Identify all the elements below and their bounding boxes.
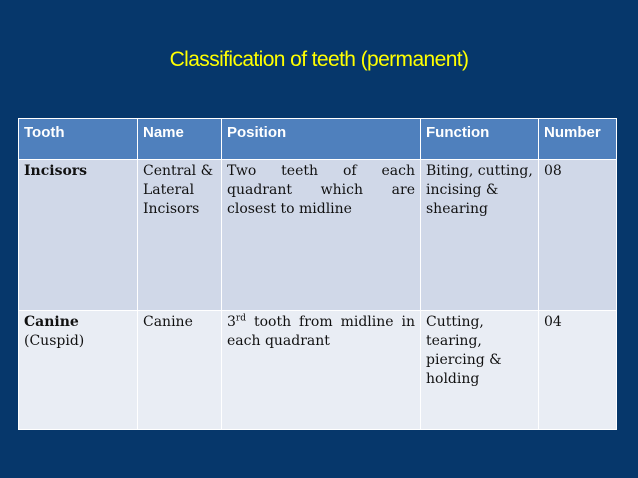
header-function: Function: [421, 119, 539, 160]
table-header-row: [19, 119, 617, 160]
cell-function: Cutting, tearing, piercing & holding: [421, 311, 539, 430]
cell-tooth: [19, 160, 138, 311]
slide-title: Classification of teeth (permanent): [169, 48, 469, 71]
header-number: Number: [539, 119, 617, 160]
position-text: 3: [227, 314, 236, 330]
position-text-rest: tooth from midline in each quadrant: [227, 314, 415, 349]
cell-name: Canine: [138, 311, 222, 430]
cell-number: 04: [539, 311, 617, 430]
tooth-name: Incisors: [24, 163, 88, 179]
table-row: [19, 160, 617, 311]
tooth-alt-name: (Cuspid): [24, 333, 85, 349]
cell-tooth: [19, 311, 138, 430]
position-superscript: rd: [235, 313, 246, 324]
position-text: Two teeth of each quadrant which are closest to midline: [227, 163, 415, 217]
cell-position: [222, 311, 421, 430]
header-tooth: Tooth: [19, 119, 138, 160]
cell-function: Biting, cutting, incising & shearing: [421, 160, 539, 311]
table-row: [19, 311, 617, 430]
cell-number: 08: [539, 160, 617, 311]
tooth-name: Canine: [24, 314, 79, 330]
cell-position: [222, 160, 421, 311]
cell-name: Central & Lateral Incisors: [138, 160, 222, 311]
header-name: Name: [138, 119, 222, 160]
teeth-classification-table: [18, 118, 617, 430]
header-position: Position: [222, 119, 421, 160]
